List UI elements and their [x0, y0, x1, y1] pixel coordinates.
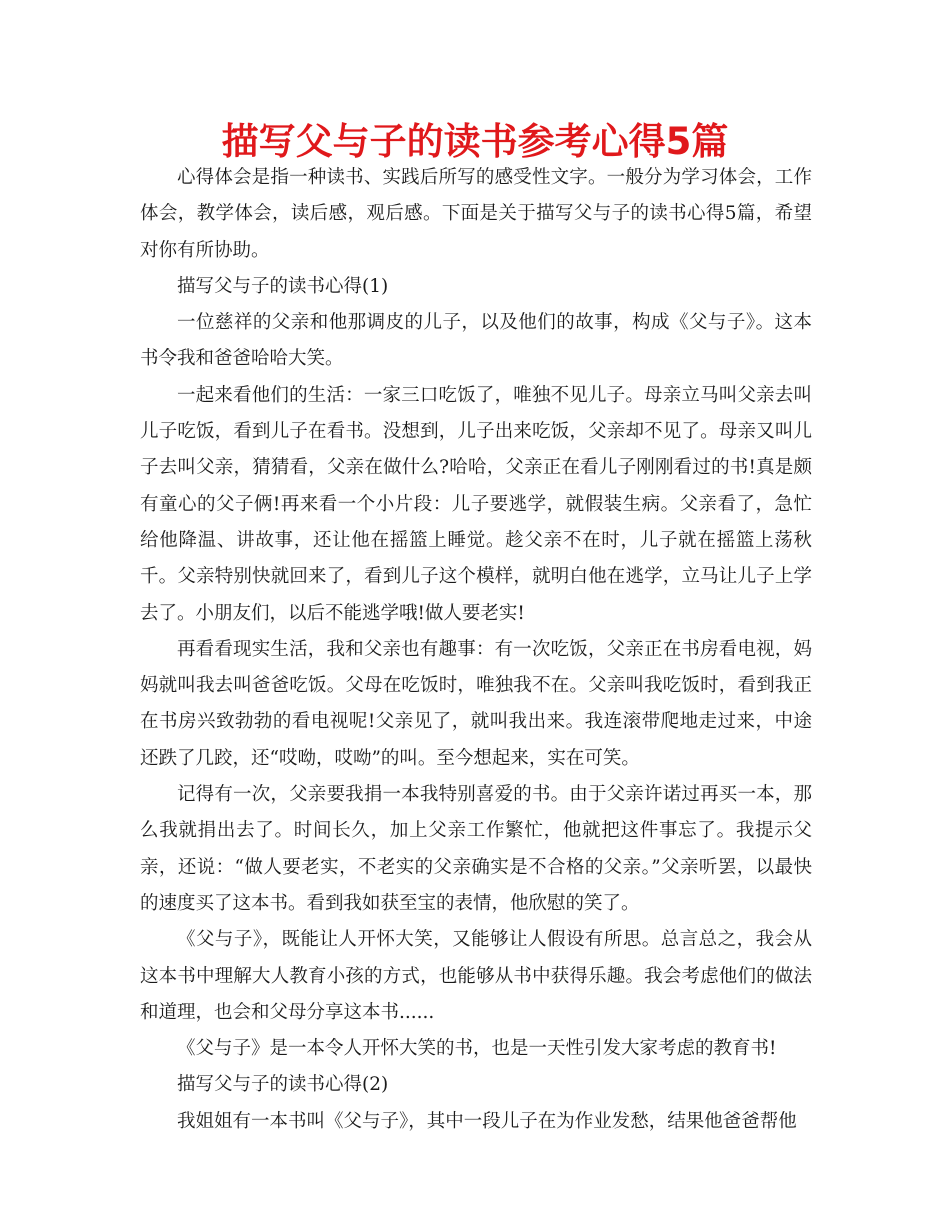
- section-heading-2: 描写父与子的读书心得(2): [177, 1074, 389, 1096]
- body-paragraph: 一起来看他们的生活：一家三口吃饭了，唯独不见儿子。母亲立马叫父亲去叫儿子吃饭，看到儿子在看书。没想到，儿子出来吃饭，父亲却不见了。母亲又叫儿子去叫父亲，猜猜看，父亲在做什么?哈哈，父亲正在看儿子刚刚看过的书!真是颇有童心的父子俩!再来看一个小片段：儿子要逃学，就假装生病。父亲看了，急忙给他降温、讲故事，还让他在摇篮上睡觉。趁父亲不在时，儿子就在摇篮上荡秋千。父亲特别快就回来了，看到儿子这个模样，就明白他在逃学，立马让儿子上学去了。小朋友们，以后不能逃学哦!做人要老实!: [140, 384, 812, 624]
- page-title: 描写父与子的读书参考心得5篇: [221, 120, 729, 163]
- section-heading-1: 描写父与子的读书心得(1): [177, 275, 389, 297]
- intro-paragraph: 心得体会是指一种读书、实践后所写的感受性文字。一般分为学习体会，工作体会，教学体会，读后感，观后感。下面是关于描写父与子的读书心得5篇，希望对你有所协助。: [140, 167, 812, 261]
- body-paragraph: 记得有一次，父亲要我捐一本我特别喜爱的书。由于父亲许诺过再买一本，那么我就捐出去了。时间长久，加上父亲工作繁忙，他就把这件事忘了。我提示父亲，还说：“做人要老实，不老实的父亲确实是不合格的父亲。”父亲听罢，以最快的速度买了这本书。看到我如获至宝的表情，他欣慰的笑了。: [140, 784, 812, 914]
- body-paragraph: 我姐姐有一本书叫《父与子》，其中一段儿子在为作业发愁，结果他爸爸帮他: [177, 1110, 797, 1132]
- body-paragraph: 《父与子》，既能让人开怀大笑，又能够让人假设有所思。总言总之，我会从这本书中理解大人教育小孩的方式，也能够从书中获得乐趣。我会考虑他们的做法和道理，也会和父母分享这本书......: [140, 929, 812, 1023]
- body-paragraph: 《父与子》是一本令人开怀大笑的书，也是一天性引发大家考虑的教育书!: [177, 1038, 777, 1060]
- body-paragraph: 一位慈祥的父亲和他那调皮的儿子，以及他们的故事，构成《父与子》。这本书令我和爸爸哈哈大笑。: [140, 312, 812, 370]
- body-paragraph: 再看看现实生活，我和父亲也有趣事：有一次吃饭，父亲正在书房看电视，妈妈就叫我去叫爸爸吃饭。父母在吃饭时，唯独我不在。父亲叫我吃饭时，看到我正在书房兴致勃勃的看电视呢!父亲见了，就叫我出来。我连滚带爬地走过来，中途还跌了几跤，还“哎呦，哎呦”的叫。至今想起来，实在可笑。: [140, 638, 812, 769]
- document-body: [140, 160, 812, 1140]
